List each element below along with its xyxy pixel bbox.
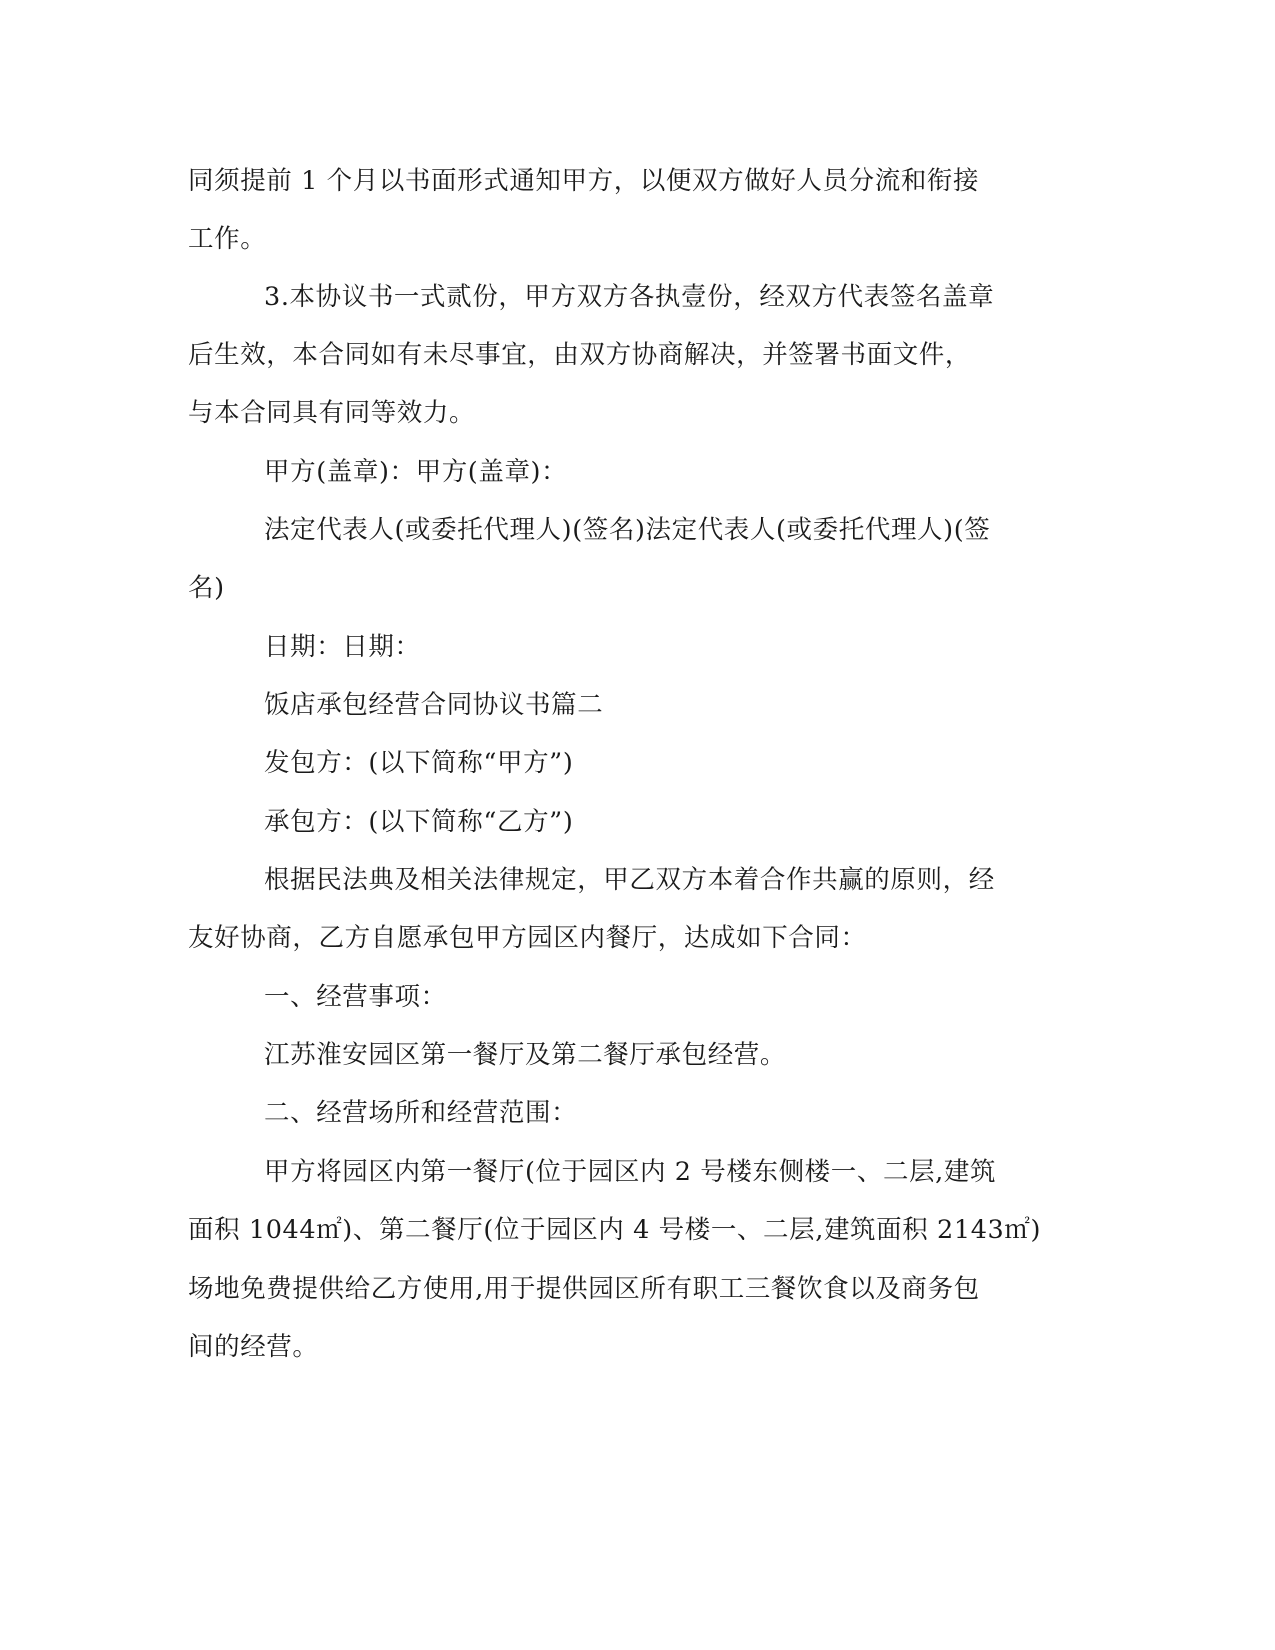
clause-heading: 二、经营场所和经营范围： [264,1098,578,1128]
text-line: 同须提前 1 个月以书面形式通知甲方，以便双方做好人员分流和衔接 [188,166,980,196]
clause-heading: 一、经营事项： [264,982,447,1012]
text-line: 面积 1044㎡)、第二餐厅(位于园区内 4 号楼一、二层,建筑面积 2143㎡) [188,1215,1041,1245]
date-line: 日期：日期： [264,632,421,662]
text-line: 根据民法典及相关法律规定，甲乙双方本着合作共赢的原则，经 [264,865,995,895]
text-line: 后生效，本合同如有未尽事宜，由双方协商解决，并签署书面文件， [188,340,972,370]
signature-representative-line: 法定代表人(或委托代理人)(签名)法定代表人(或委托代理人)(签 [264,515,991,545]
text-line: 场地免费提供给乙方使用,用于提供园区所有职工三餐饮食以及商务包 [188,1274,980,1304]
text-line: 工作。 [188,224,267,254]
text-line: 与本合同具有同等效力。 [188,398,476,428]
text-line: 3.本协议书一式贰份，甲方双方各执壹份，经双方代表签名盖章 [264,282,995,312]
text-line: 友好协商，乙方自愿承包甲方园区内餐厅，达成如下合同： [188,923,867,953]
section-title: 饭店承包经营合同协议书篇二 [264,690,604,720]
party-a-line: 发包方：(以下简称“甲方”) [264,748,574,778]
signature-seal-line: 甲方(盖章)：甲方(盖章)： [264,457,568,487]
text-line: 间的经营。 [188,1332,319,1362]
text-line: 江苏淮安园区第一餐厅及第二餐厅承包经营。 [264,1040,787,1070]
text-line: 名) [188,573,225,603]
party-b-line: 承包方：(以下简称“乙方”) [264,807,574,837]
text-line: 甲方将园区内第一餐厅(位于园区内 2 号楼东侧楼一、二层,建筑 [264,1157,997,1187]
